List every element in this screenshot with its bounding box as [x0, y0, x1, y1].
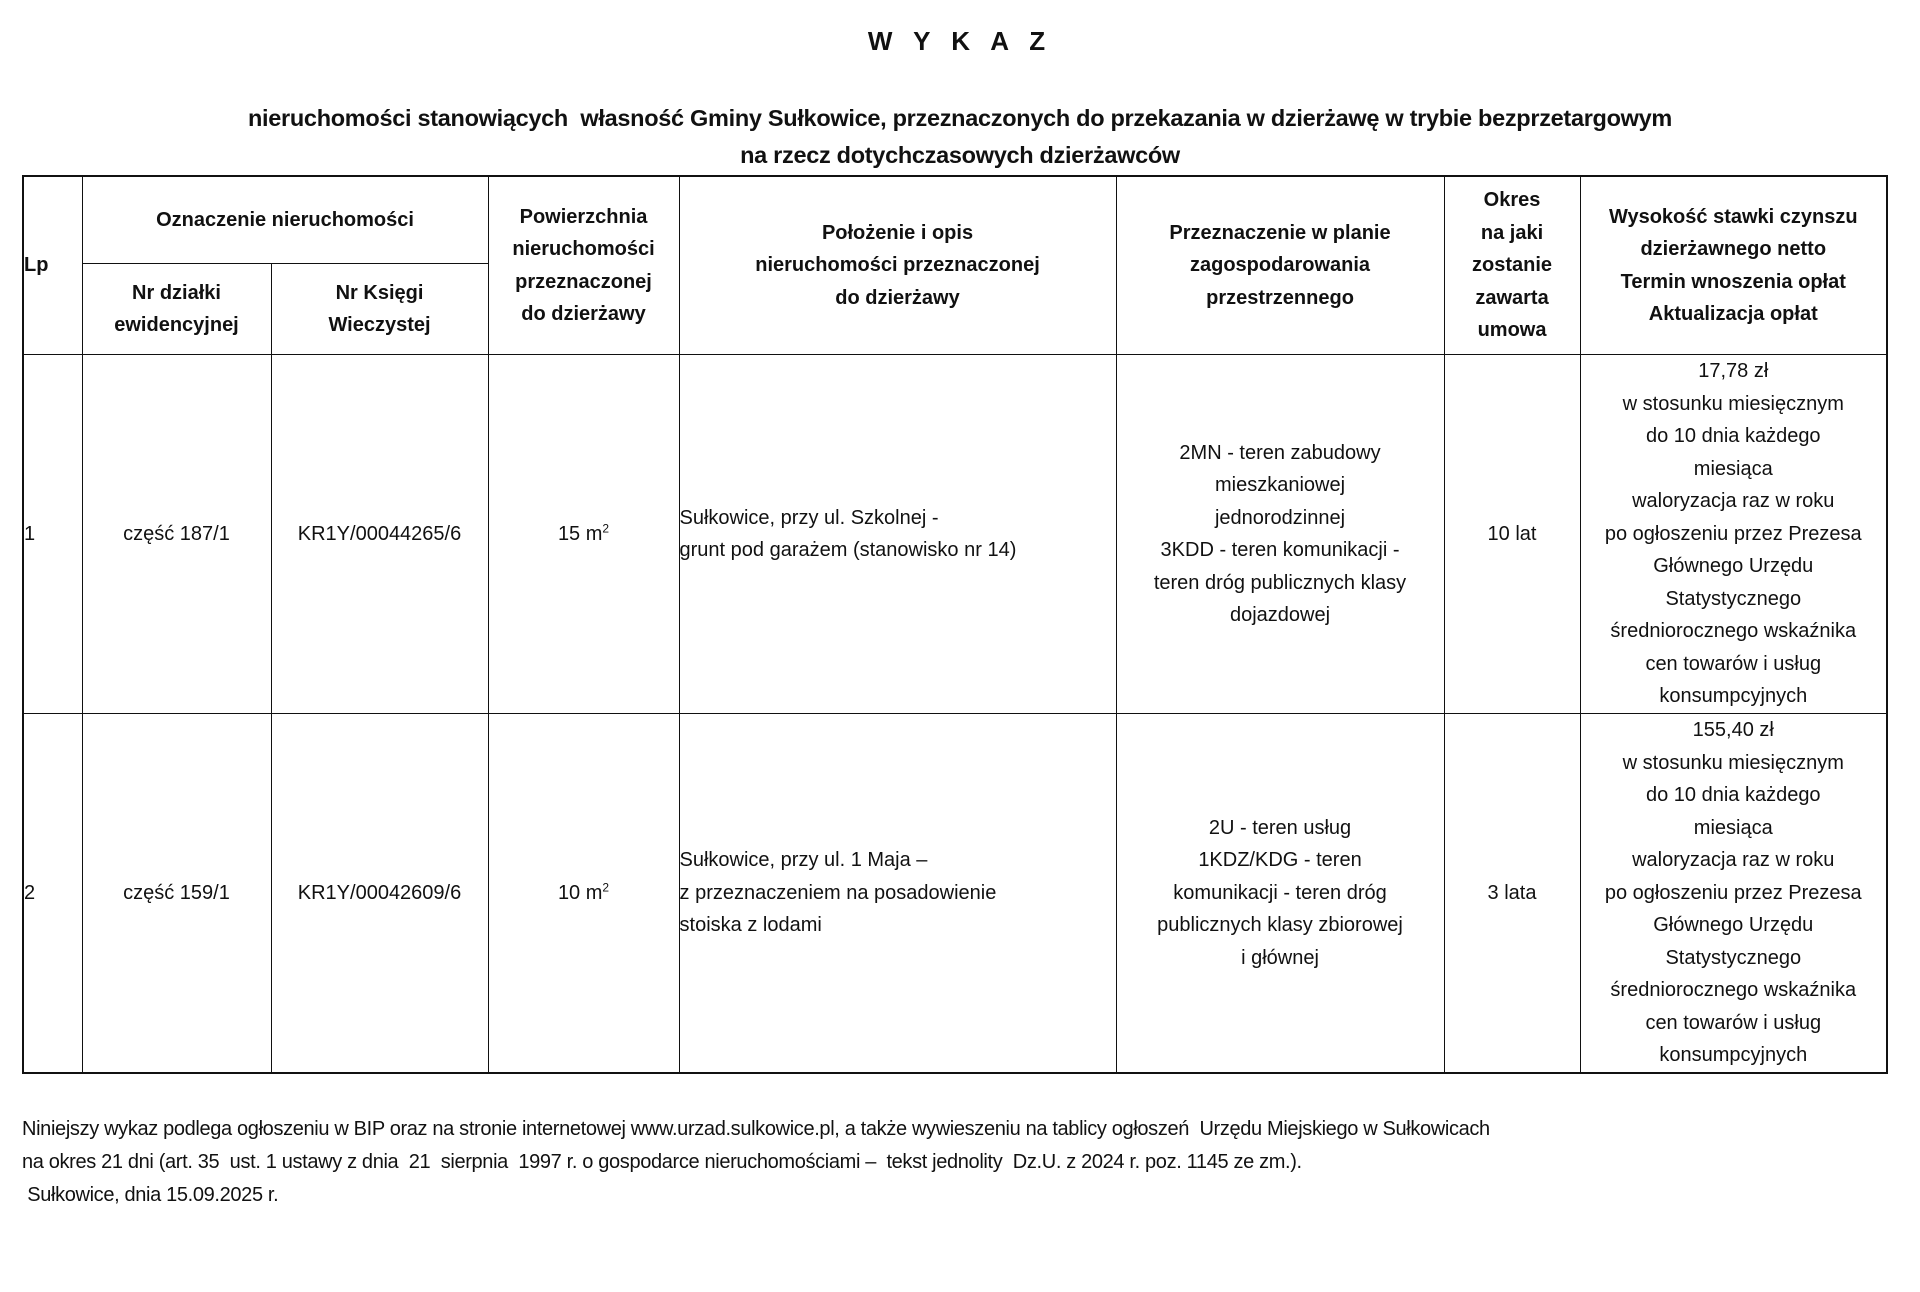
header-line: do dzierżawy [521, 303, 646, 325]
cell-line: konsumpcyjnych [1659, 1044, 1808, 1067]
cell-line: publicznych klasy zbiorowej [1157, 914, 1403, 937]
header-line: zagospodarowania [1190, 254, 1371, 277]
header-przeznaczenie [1116, 176, 1444, 355]
cell-line: grunt pod garażem (stanowisko nr 14) [679, 539, 1017, 561]
cell-stawka [1580, 355, 1887, 714]
header-line: Powierzchnia [519, 205, 648, 228]
area-superscript: 2 [602, 521, 610, 536]
cell-stawka [1580, 714, 1887, 1074]
cell-line: średniorocznego wskaźnika [1610, 620, 1857, 643]
header-line: Okres [1483, 189, 1541, 212]
cell-line: dojazdowej [1229, 604, 1331, 626]
cell-lp: 2 [23, 714, 82, 1074]
header-line: Nr działki [132, 281, 221, 304]
footer-date: Sułkowice, dnia 15.09.2025 r. [22, 1184, 279, 1206]
cell-przeznaczenie [1116, 355, 1444, 714]
header-line: umowa [1477, 319, 1547, 342]
cell-line: komunikacji - teren dróg [1173, 881, 1387, 904]
cell-nr-ksiegi: KR1Y/00044265/6 [271, 355, 488, 714]
cell-line: mieszkaniowej [1214, 474, 1346, 496]
cell-nr-dzialki: część 187/1 [82, 355, 271, 714]
cell-line: miesiąca [1693, 457, 1773, 480]
cell-okres: 3 lata [1444, 714, 1580, 1074]
cell-nr-dzialki: część 159/1 [82, 714, 271, 1074]
cell-line: waloryzacja raz w roku [1632, 490, 1835, 513]
header-line: ewidencyjnej [114, 314, 239, 336]
header-line: zawarta [1475, 286, 1549, 309]
cell-nr-ksiegi: KR1Y/00042609/6 [271, 714, 488, 1074]
cell-line: cen towarów i usług [1645, 652, 1822, 675]
cell-line: waloryzacja raz w roku [1632, 849, 1835, 872]
header-line: dzierżawnego netto [1640, 238, 1827, 260]
cell-przeznaczenie [1116, 714, 1444, 1074]
cell-line: 155,40 zł [1692, 719, 1774, 742]
header-line: Przeznaczenie w planie [1169, 221, 1391, 244]
header-powierzchnia [488, 176, 679, 355]
subtitle-line: na rzecz dotychczasowych dzierżawców [740, 142, 1180, 168]
table-row [23, 355, 1887, 714]
cell-line: teren dróg publicznych klasy [1153, 571, 1407, 594]
area-value: 10 m [557, 881, 603, 904]
header-okres [1444, 176, 1580, 355]
cell-line: do 10 dnia każdego [1645, 784, 1821, 807]
cell-line: po ogłoszeniu przez Prezesa [1604, 522, 1862, 545]
cell-polozenie [679, 355, 1116, 714]
cell-line: po ogłoszeniu przez Prezesa [1604, 881, 1862, 904]
document-title: W Y K A Z [867, 26, 1053, 56]
header-stawka [1580, 176, 1887, 355]
cell-polozenie [679, 714, 1116, 1074]
cell-line: do 10 dnia każdego [1645, 425, 1821, 448]
cell-line: i głównej [1241, 946, 1319, 969]
header-line: Wieczystej [328, 314, 431, 336]
header-line: do dzierżawy [835, 286, 960, 309]
header-polozenie [679, 176, 1116, 355]
area-value: 15 m [557, 522, 603, 545]
document-subtitle [0, 100, 1920, 174]
cell-line: w stosunku miesięcznym [1622, 392, 1844, 415]
header-line: przestrzennego [1206, 286, 1354, 309]
header-line: Nr Księgi [335, 281, 424, 304]
cell-lp: 1 [23, 355, 82, 714]
cell-line: z przeznaczeniem na posadowienie [679, 881, 997, 904]
cell-line: Sułkowice, przy ul. Szkolnej - [679, 506, 939, 529]
footer-note [22, 1113, 1490, 1212]
header-line: Wysokość stawki czynszu [1608, 205, 1858, 228]
header-oznaczenie: Oznaczenie nieruchomości [82, 176, 488, 264]
cell-powierzchnia [488, 714, 679, 1074]
cell-line: 2MN - teren zabudowy [1179, 441, 1381, 464]
cell-line: miesiąca [1693, 816, 1773, 839]
cell-line: 1KDZ/KDG - teren [1198, 849, 1362, 872]
cell-line: jednorodzinnej [1214, 506, 1346, 529]
header-line: Aktualizacja opłat [1648, 303, 1818, 325]
footer-line: Niniejszy wykaz podlega ogłoszeniu w BIP oraz na stronie internetowej www.urzad.sulkowice.pl, a także wywieszeniu na tablicy ogłoszeń Urzędu Miejskiego w Sułkowicach [22, 1118, 1490, 1140]
cell-line: w stosunku miesięcznym [1622, 751, 1844, 774]
header-line: przeznaczonej [515, 270, 652, 293]
header-line: na jaki [1480, 221, 1544, 244]
cell-okres: 10 lat [1444, 355, 1580, 714]
cell-line: średniorocznego wskaźnika [1610, 979, 1857, 1002]
cell-line: Głównego Urzędu [1653, 914, 1814, 937]
cell-line: Statystycznego [1665, 587, 1802, 610]
header-nr-dzialki [82, 264, 271, 355]
subtitle-line: nieruchomości stanowiących własność Gminy Sułkowice, przeznaczonych do przekazania w dzierżawę w trybie bezprzetargowym [247, 105, 1673, 131]
cell-line: 2U - teren usług [1208, 816, 1352, 839]
footer-line: na okres 21 dni (art. 35 ust. 1 ustawy z dnia 21 sierpnia 1997 r. o gospodarce nieruchomościami – tekst jednolity Dz.U. z 2024 r. poz. 1145 ze zm.). [22, 1151, 1302, 1173]
header-line: Termin wnoszenia opłat [1620, 270, 1846, 293]
cell-line: 17,78 zł [1698, 360, 1769, 383]
cell-line: konsumpcyjnych [1659, 685, 1808, 708]
area-superscript: 2 [602, 880, 610, 895]
cell-powierzchnia [488, 355, 679, 714]
header-line: zostanie [1472, 254, 1553, 277]
header-nr-ksiegi [271, 264, 488, 355]
cell-line: Statystycznego [1665, 946, 1802, 969]
header-line: Położenie i opis [821, 221, 974, 244]
cell-line: Głównego Urzędu [1653, 555, 1814, 578]
header-lp: Lp [23, 176, 82, 355]
table-header-row [23, 176, 1887, 264]
cell-line: 3KDD - teren komunikacji - [1160, 539, 1400, 561]
table-row [23, 714, 1887, 1074]
header-line: nieruchomości przeznaczonej [755, 254, 1040, 277]
cell-line: stoiska z lodami [679, 914, 822, 937]
property-list-table [22, 175, 1888, 1074]
header-line: nieruchomości [512, 238, 655, 260]
cell-line: Sułkowice, przy ul. 1 Maja – [679, 849, 928, 872]
cell-line: cen towarów i usług [1645, 1011, 1822, 1034]
